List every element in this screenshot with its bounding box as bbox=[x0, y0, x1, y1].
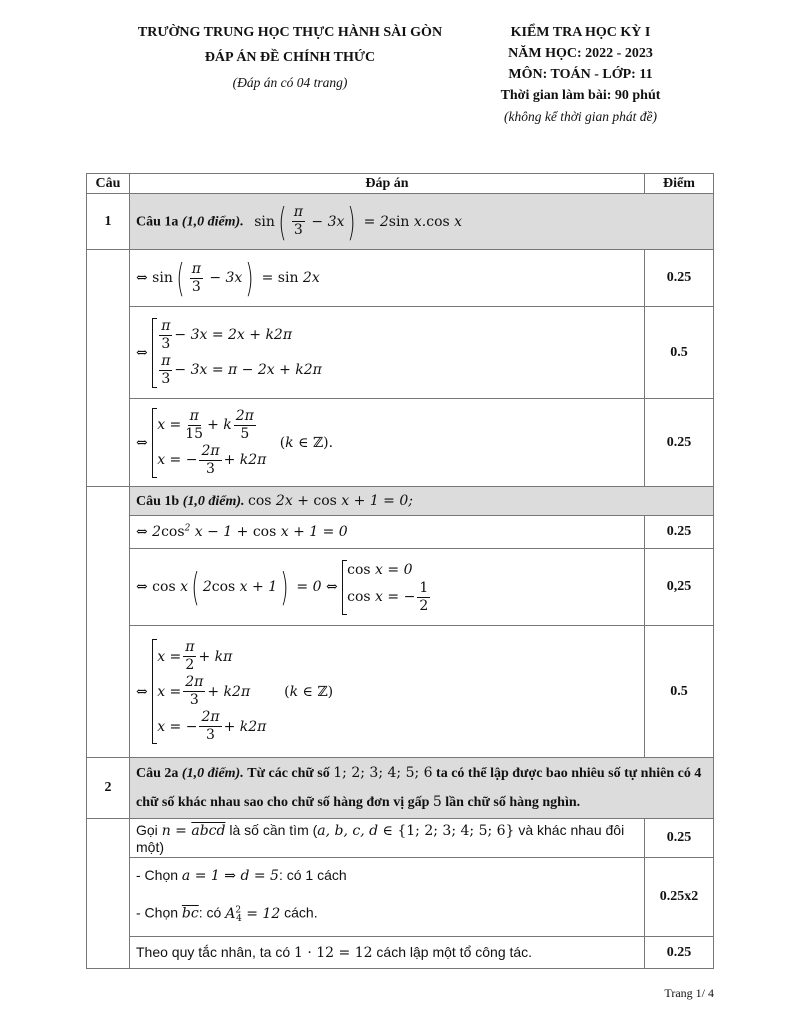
score: 0.25 bbox=[645, 399, 714, 487]
table-row bbox=[87, 819, 714, 858]
answer-step: - Chọn a = 1 ⇒ d = 5: có 1 cách - Chọn $\overline{bc}$: có $A^2_4 = 12$ cách. bbox=[130, 858, 645, 937]
table-row bbox=[87, 937, 714, 969]
answer-step: ⇔ $\frac{\pi}{3}$ − 3x = 2x + k2π $\frac{\pi}{3}$ − 3x = π − 2x + k2π bbox=[130, 307, 645, 399]
subject: MÔN: TOÁN - LỚP: 11 bbox=[508, 67, 653, 82]
answer-table bbox=[86, 173, 714, 969]
answer-step: ⇔ sin( $\frac{\pi}{3}$ − 3x) = sin 2x bbox=[130, 250, 645, 307]
score: 0.25x2 bbox=[645, 858, 714, 937]
table-row bbox=[87, 758, 714, 819]
score: 0.25 bbox=[645, 516, 714, 549]
score: 0.5 bbox=[645, 626, 714, 758]
answer-step: Theo quy tắc nhân, ta có 1 · 12 = 12 cách lập một tổ công tác. bbox=[130, 937, 645, 969]
table-row bbox=[87, 549, 714, 626]
table-row bbox=[87, 858, 714, 937]
question-1b-heading: Câu 1b (1,0 điểm). cos 2x + cos x + 1 = 0; bbox=[130, 487, 714, 516]
score: 0.5 bbox=[645, 307, 714, 399]
score: 0.25 bbox=[645, 937, 714, 969]
question-number: 2 bbox=[87, 758, 130, 819]
page-number: Trang 1/ 4 bbox=[664, 986, 714, 1000]
question-number: 1 bbox=[87, 194, 130, 250]
school-year: NĂM HỌC: 2022 - 2023 bbox=[508, 46, 653, 61]
table-row bbox=[87, 626, 714, 758]
exam-time-note: (không kể thời gian phát đề) bbox=[503, 109, 658, 124]
table-row bbox=[87, 250, 714, 307]
question-2a-heading: Câu 2a (1,0 điểm). Từ các chữ số 1; 2; 3; 4; 5; 6 ta có thể lập được bao nhiêu số tự nhiên có 4 chữ số khác nhau sao cho chữ số hàng đơn vị gấp 5 lần chữ số hàng nghìn. bbox=[130, 758, 714, 819]
score: 0.25 bbox=[645, 819, 714, 858]
question-1a-heading: Câu 1a (1,0 điểm). sin( $\frac{\pi}{3}$ − 3x) = 2sin x.cos x bbox=[130, 194, 714, 250]
header-right bbox=[478, 22, 683, 127]
answer-step: Gọi n = abcd là số cần tìm (a, b, c, d ∈ {1; 2; 3; 4; 5; 6} và khác nhau đôi một) bbox=[130, 819, 645, 858]
table-row bbox=[87, 307, 714, 399]
table-header-row bbox=[87, 174, 714, 194]
equation: sin( $\frac{\pi}{3}$ − 3x) = 2sin x.cos x bbox=[254, 199, 463, 244]
answer-step: ⇔ x = $\frac{\pi}{15}$ + k $\frac{2\pi}{5}$ x = − $\frac{2\pi}{3}$ + k2π (k ∈ ℤ). bbox=[130, 399, 645, 487]
exam-name: KIỂM TRA HỌC KỲ I bbox=[510, 25, 651, 40]
answer-step: ⇔ x = $\frac{\pi}{2}$ + kπ x = $\frac{2\pi}{3}$ + k2π x = − $\frac{2\pi}{3}$ + k2π (k ∈ ℤ) bbox=[130, 626, 645, 758]
doc-note: (Đáp án có 04 trang) bbox=[232, 75, 348, 90]
exam-time: Thời gian làm bài: 90 phút bbox=[500, 88, 661, 103]
col-cau: Câu bbox=[87, 174, 130, 194]
score: 0.25 bbox=[645, 250, 714, 307]
table-row bbox=[87, 194, 714, 250]
doc-title: ĐÁP ÁN ĐỀ CHÍNH THỨC bbox=[204, 50, 376, 65]
answer-step: ⇔ cos x( 2cos x + 1) = 0 ⇔ cos x = 0 cos x = − $\frac{1}{2}$ bbox=[130, 549, 645, 626]
school-name: TRƯỜNG TRUNG HỌC THỰC HÀNH SÀI GÒN bbox=[137, 25, 443, 40]
score: 0,25 bbox=[645, 549, 714, 626]
table-row bbox=[87, 399, 714, 487]
table-row bbox=[87, 516, 714, 549]
col-diem: Điểm bbox=[645, 174, 714, 194]
table-row bbox=[87, 487, 714, 516]
header-left bbox=[110, 22, 470, 93]
answer-step: ⇔ $2\cos^2$ x − 1 + cos x + 1 = 0 bbox=[130, 516, 645, 549]
col-dap-an: Đáp án bbox=[130, 174, 645, 194]
